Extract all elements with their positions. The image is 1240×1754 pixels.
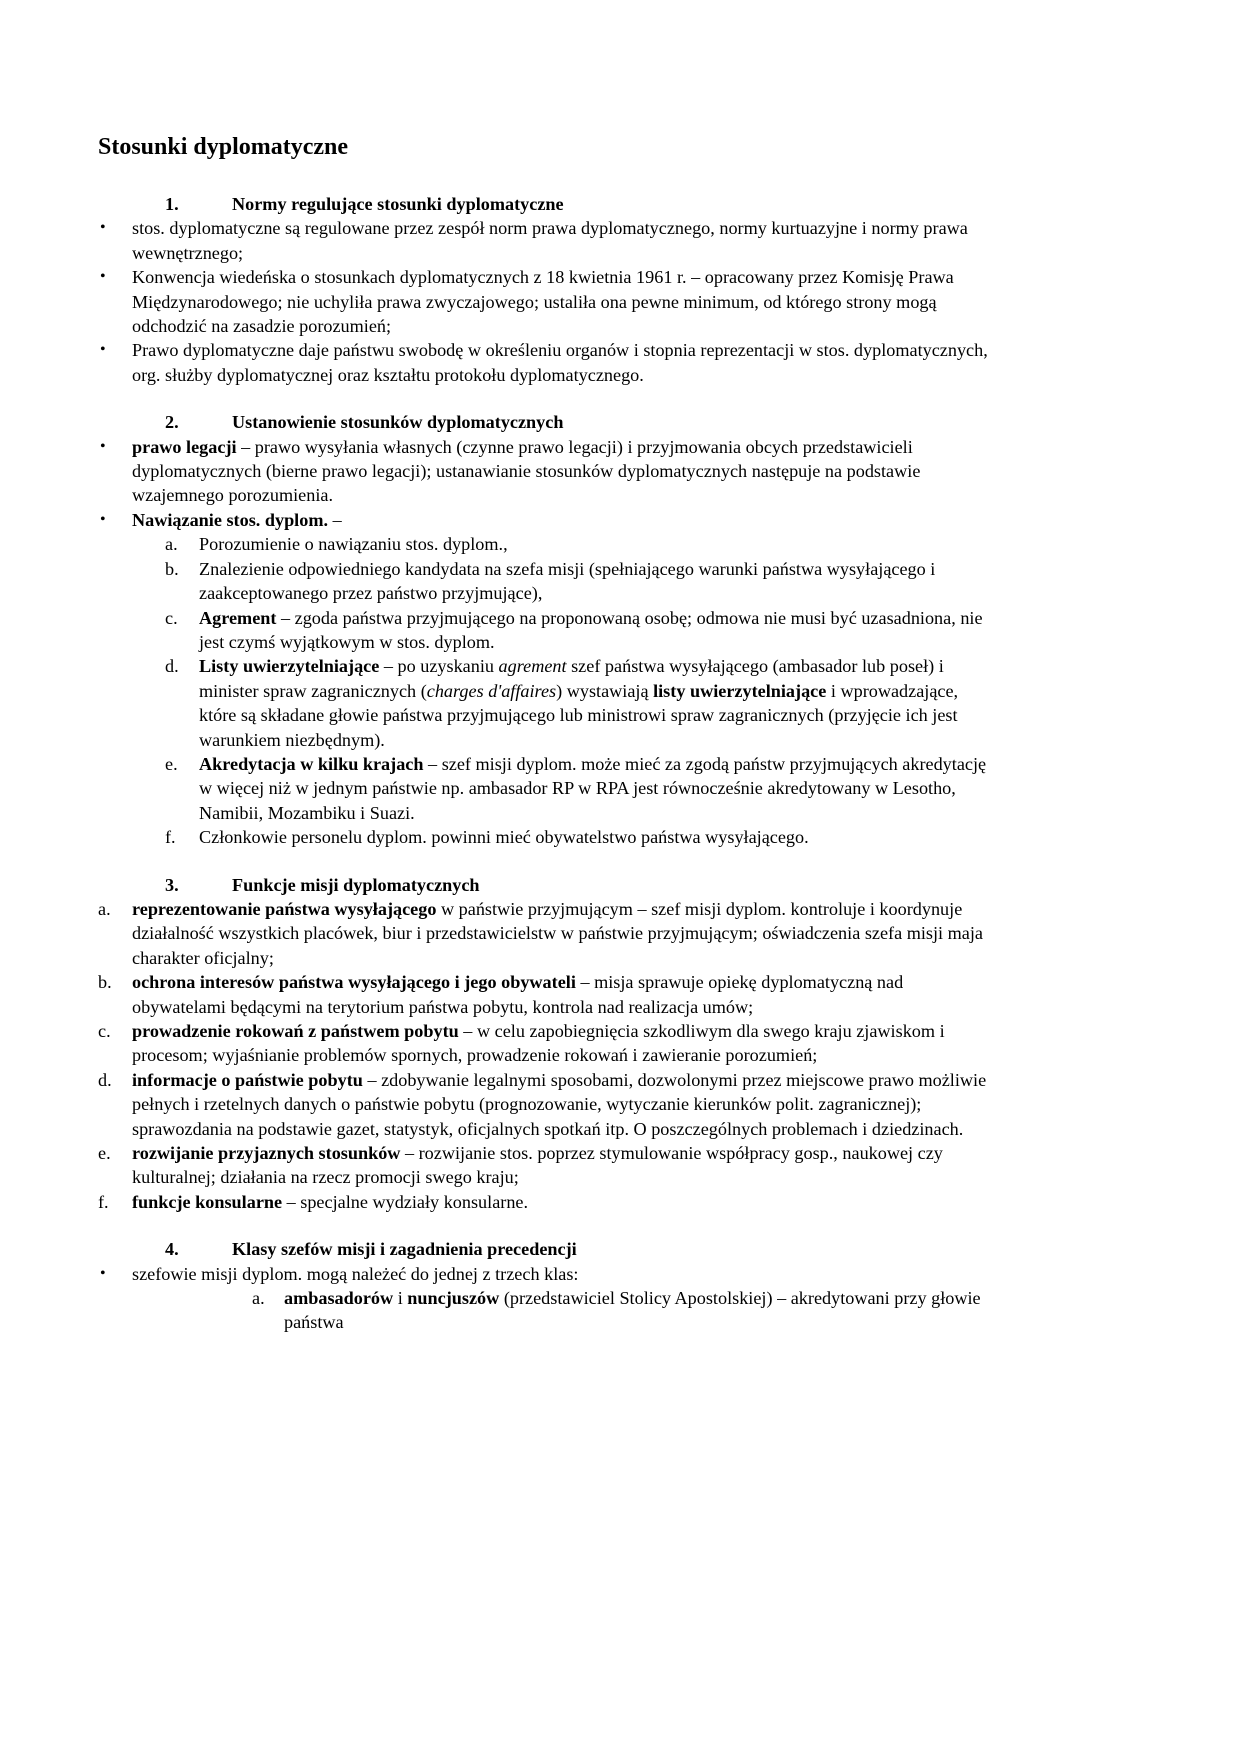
item-text: (przedstawiciel Stolicy Apostolskiej) – akredytowani przy głowie państwa — [284, 1288, 981, 1333]
bold-term: Nawiązanie stos. dyplom. — [132, 509, 329, 530]
bullet-icon: • — [100, 268, 106, 286]
section-number: 3. — [165, 874, 179, 895]
bullet-icon: • — [100, 341, 106, 359]
list-item — [98, 654, 988, 752]
list-marker: d. — [98, 1069, 112, 1090]
list-item — [98, 532, 988, 556]
list-item — [98, 752, 988, 825]
italic-term: charges d'affaires — [426, 680, 557, 701]
list-marker: e. — [165, 753, 178, 774]
bullet-item — [98, 508, 988, 532]
bold-term: rozwijanie przyjaznych stosunków — [132, 1143, 401, 1164]
item-text: stos. dyplomatyczne są regulowane przez zespół norm prawa dyplomatycznego, normy kurtuazyjne i normy prawa wewnętrznego; — [132, 218, 968, 263]
list-marker: b. — [165, 558, 179, 579]
item-text: Prawo dyplomatyczne daje państwu swobodę w określeniu organów i stopnia reprezentacji w stos. dyplomatycznych, org. służby dyplomatycznej oraz kształtu protokołu dyplomatycznego. — [132, 340, 988, 385]
item-text: w państwie przyjmującym – szef misji dyplom. kontroluje i koordynuje działalność wszystkich placówek, biur i przedstawicielstw w państwie przyjmującym; oświadczenia szefa misji maja charakter oficjalny; — [132, 898, 984, 968]
item-text: – specjalne wydziały konsularne. — [282, 1191, 529, 1212]
list-marker: a. — [165, 534, 178, 555]
section-heading — [98, 192, 988, 216]
bold-term: ambasadorów — [284, 1288, 394, 1309]
bold-term: prawo legacji — [132, 436, 237, 457]
item-text: – — [328, 509, 342, 530]
bullet-icon: • — [100, 437, 106, 455]
item-text: szef państwa wysyłającego (ambasador lub poseł) i minister spraw zagranicznych ( — [199, 656, 944, 701]
bullet-icon: • — [100, 219, 106, 237]
list-marker: a. — [252, 1288, 265, 1309]
bold-term: Listy uwierzytelniające — [199, 656, 380, 677]
section-heading-text: Normy regulujące stosunki dyplomatyczne — [232, 194, 564, 214]
list-marker: e. — [98, 1143, 111, 1164]
list-marker: c. — [165, 607, 178, 628]
bold-term: prowadzenie rokowań z państwem pobytu — [132, 1021, 459, 1041]
bold-term: Agrement — [199, 607, 277, 628]
item-text: Porozumienie o nawiązaniu stos. dyplom., — [199, 534, 508, 555]
bold-term: ochrona interesów państwa wysyłającego i jego obywateli — [132, 972, 576, 993]
list-marker: b. — [98, 972, 112, 993]
section-heading — [98, 873, 988, 897]
item-text: – w celu zapobiegnięcia szkodliwym dla swego kraju zjawiskom i procesom; wyjaśnianie problemów spornych, prowadzenie rokowań i zawieranie porozumień; — [132, 1021, 945, 1066]
list-marker: d. — [165, 656, 179, 677]
list-item — [98, 970, 988, 1019]
list-marker: f. — [165, 827, 176, 848]
item-text: Konwencja wiedeńska o stosunkach dyplomatycznych z 18 kwietnia 1961 r. – opracowany przez Komisję Prawa Międzynarodowego; nie uchyliła prawa zwyczajowego; ustaliła ona pewne minimum, od którego strony mogą odchodzić na zasadzie porozumień; — [132, 267, 954, 337]
section-number: 4. — [165, 1239, 179, 1260]
list-marker: a. — [98, 898, 111, 919]
list-marker: c. — [98, 1021, 111, 1041]
item-text: – szef misji dyplom. może mieć za zgodą państw przyjmujących akredytację w więcej niż w jednym państwie np. ambasador RP w RPA jest równocześnie akredytowany w Lesotho, Namibii, Mozambiku i Suazi. — [199, 753, 987, 823]
section-heading-text: Klasy szefów misji i zagadnienia precedencji — [232, 1239, 577, 1260]
document-title: Stosunki dyplomatyczne — [98, 134, 349, 160]
item-text: – zdobywanie legalnymi sposobami, dozwolonymi przez miejscowe prawo możliwie pełnych i rzetelnych danych o państwie pobytu (prognozowanie, wytyczanie kierunków polit. zagranicznej); sprawozdania na podstawie gazet, statystyk, oficjalnych spotkań itp. O poszczególnych problemach i dziedzinach. — [132, 1069, 987, 1139]
list-item — [98, 1068, 988, 1141]
bullet-item — [98, 216, 988, 265]
list-marker: f. — [98, 1191, 109, 1212]
item-text: i wprowadzające, które są składane głowie państwa przyjmującego lub ministrowi spraw zagranicznych (przyjęcie ich jest warunkiem niezbędnym). — [199, 680, 959, 750]
item-text: – po uzyskaniu — [379, 656, 499, 677]
section-heading — [98, 1237, 988, 1261]
bullet-item — [98, 338, 988, 387]
section-heading-text: Funkcje misji dyplomatycznych — [232, 874, 480, 895]
item-text: szefowie misji dyplom. mogą należeć do jednej z trzech klas: — [132, 1263, 579, 1284]
bullet-icon: • — [100, 1264, 106, 1282]
bold-term: informacje o państwie pobytu — [132, 1069, 363, 1090]
bold-term: listy uwierzytelniające — [653, 680, 827, 701]
section-heading-text: Ustanowienie stosunków dyplomatycznych — [232, 412, 564, 433]
list-item — [98, 557, 988, 606]
section-number: 1. — [165, 194, 179, 214]
bullet-icon: • — [100, 510, 106, 528]
item-text: – prawo wysyłania własnych (czynne prawo legacji) i przyjmowania obcych przedstawicieli dyplomatycznych (bierne prawo legacji); ustanawianie stosunków dyplomatycznych następuje na podstawie wzajemnego porozumienia. — [132, 436, 921, 506]
section-number: 2. — [165, 412, 179, 433]
list-item — [98, 606, 988, 655]
bold-term: funkcje konsularne — [132, 1191, 283, 1212]
list-item — [98, 825, 988, 849]
item-text: ) wystawiają — [556, 680, 654, 701]
item-text: i — [393, 1288, 408, 1309]
list-item — [98, 1141, 988, 1190]
item-text: Członkowie personelu dyplom. powinni mieć obywatelstwo państwa wysyłającego. — [199, 827, 809, 848]
item-text: – misja sprawuje opiekę dyplomatyczną nad obywatelami będącymi na terytorium państwa pobytu, kontrola nad realizacja umów; — [132, 972, 904, 1017]
item-text: Znalezienie odpowiedniego kandydata na szefa misji (spełniającego warunki państwa wysyłającego i zaakceptowanego przez państwo przyjmujące), — [199, 558, 936, 604]
bold-term: reprezentowanie państwa wysyłającego — [132, 898, 437, 919]
list-item — [98, 897, 988, 970]
section-heading — [98, 410, 988, 434]
list-item — [98, 1019, 988, 1068]
item-text: – rozwijanie stos. poprzez stymulowanie współpracy gosp., naukowej czy kulturalnej; działania na rzecz promocji swego kraju; — [132, 1143, 943, 1188]
item-text: – zgoda państwa przyjmującego na proponowaną osobę; odmowa nie musi być uzasadniona, nie jest czymś wyjątkowym w stos. dyplom. — [199, 607, 983, 652]
bullet-item — [98, 1262, 988, 1286]
list-item — [98, 1286, 988, 1335]
bold-term: Akredytacja w kilku krajach — [199, 753, 424, 774]
list-item — [98, 1190, 988, 1214]
document-body — [98, 192, 988, 1335]
bullet-item — [98, 435, 988, 508]
italic-term: agrement — [498, 656, 567, 677]
bold-term: nuncjuszów — [407, 1288, 500, 1309]
bullet-item — [98, 265, 988, 338]
